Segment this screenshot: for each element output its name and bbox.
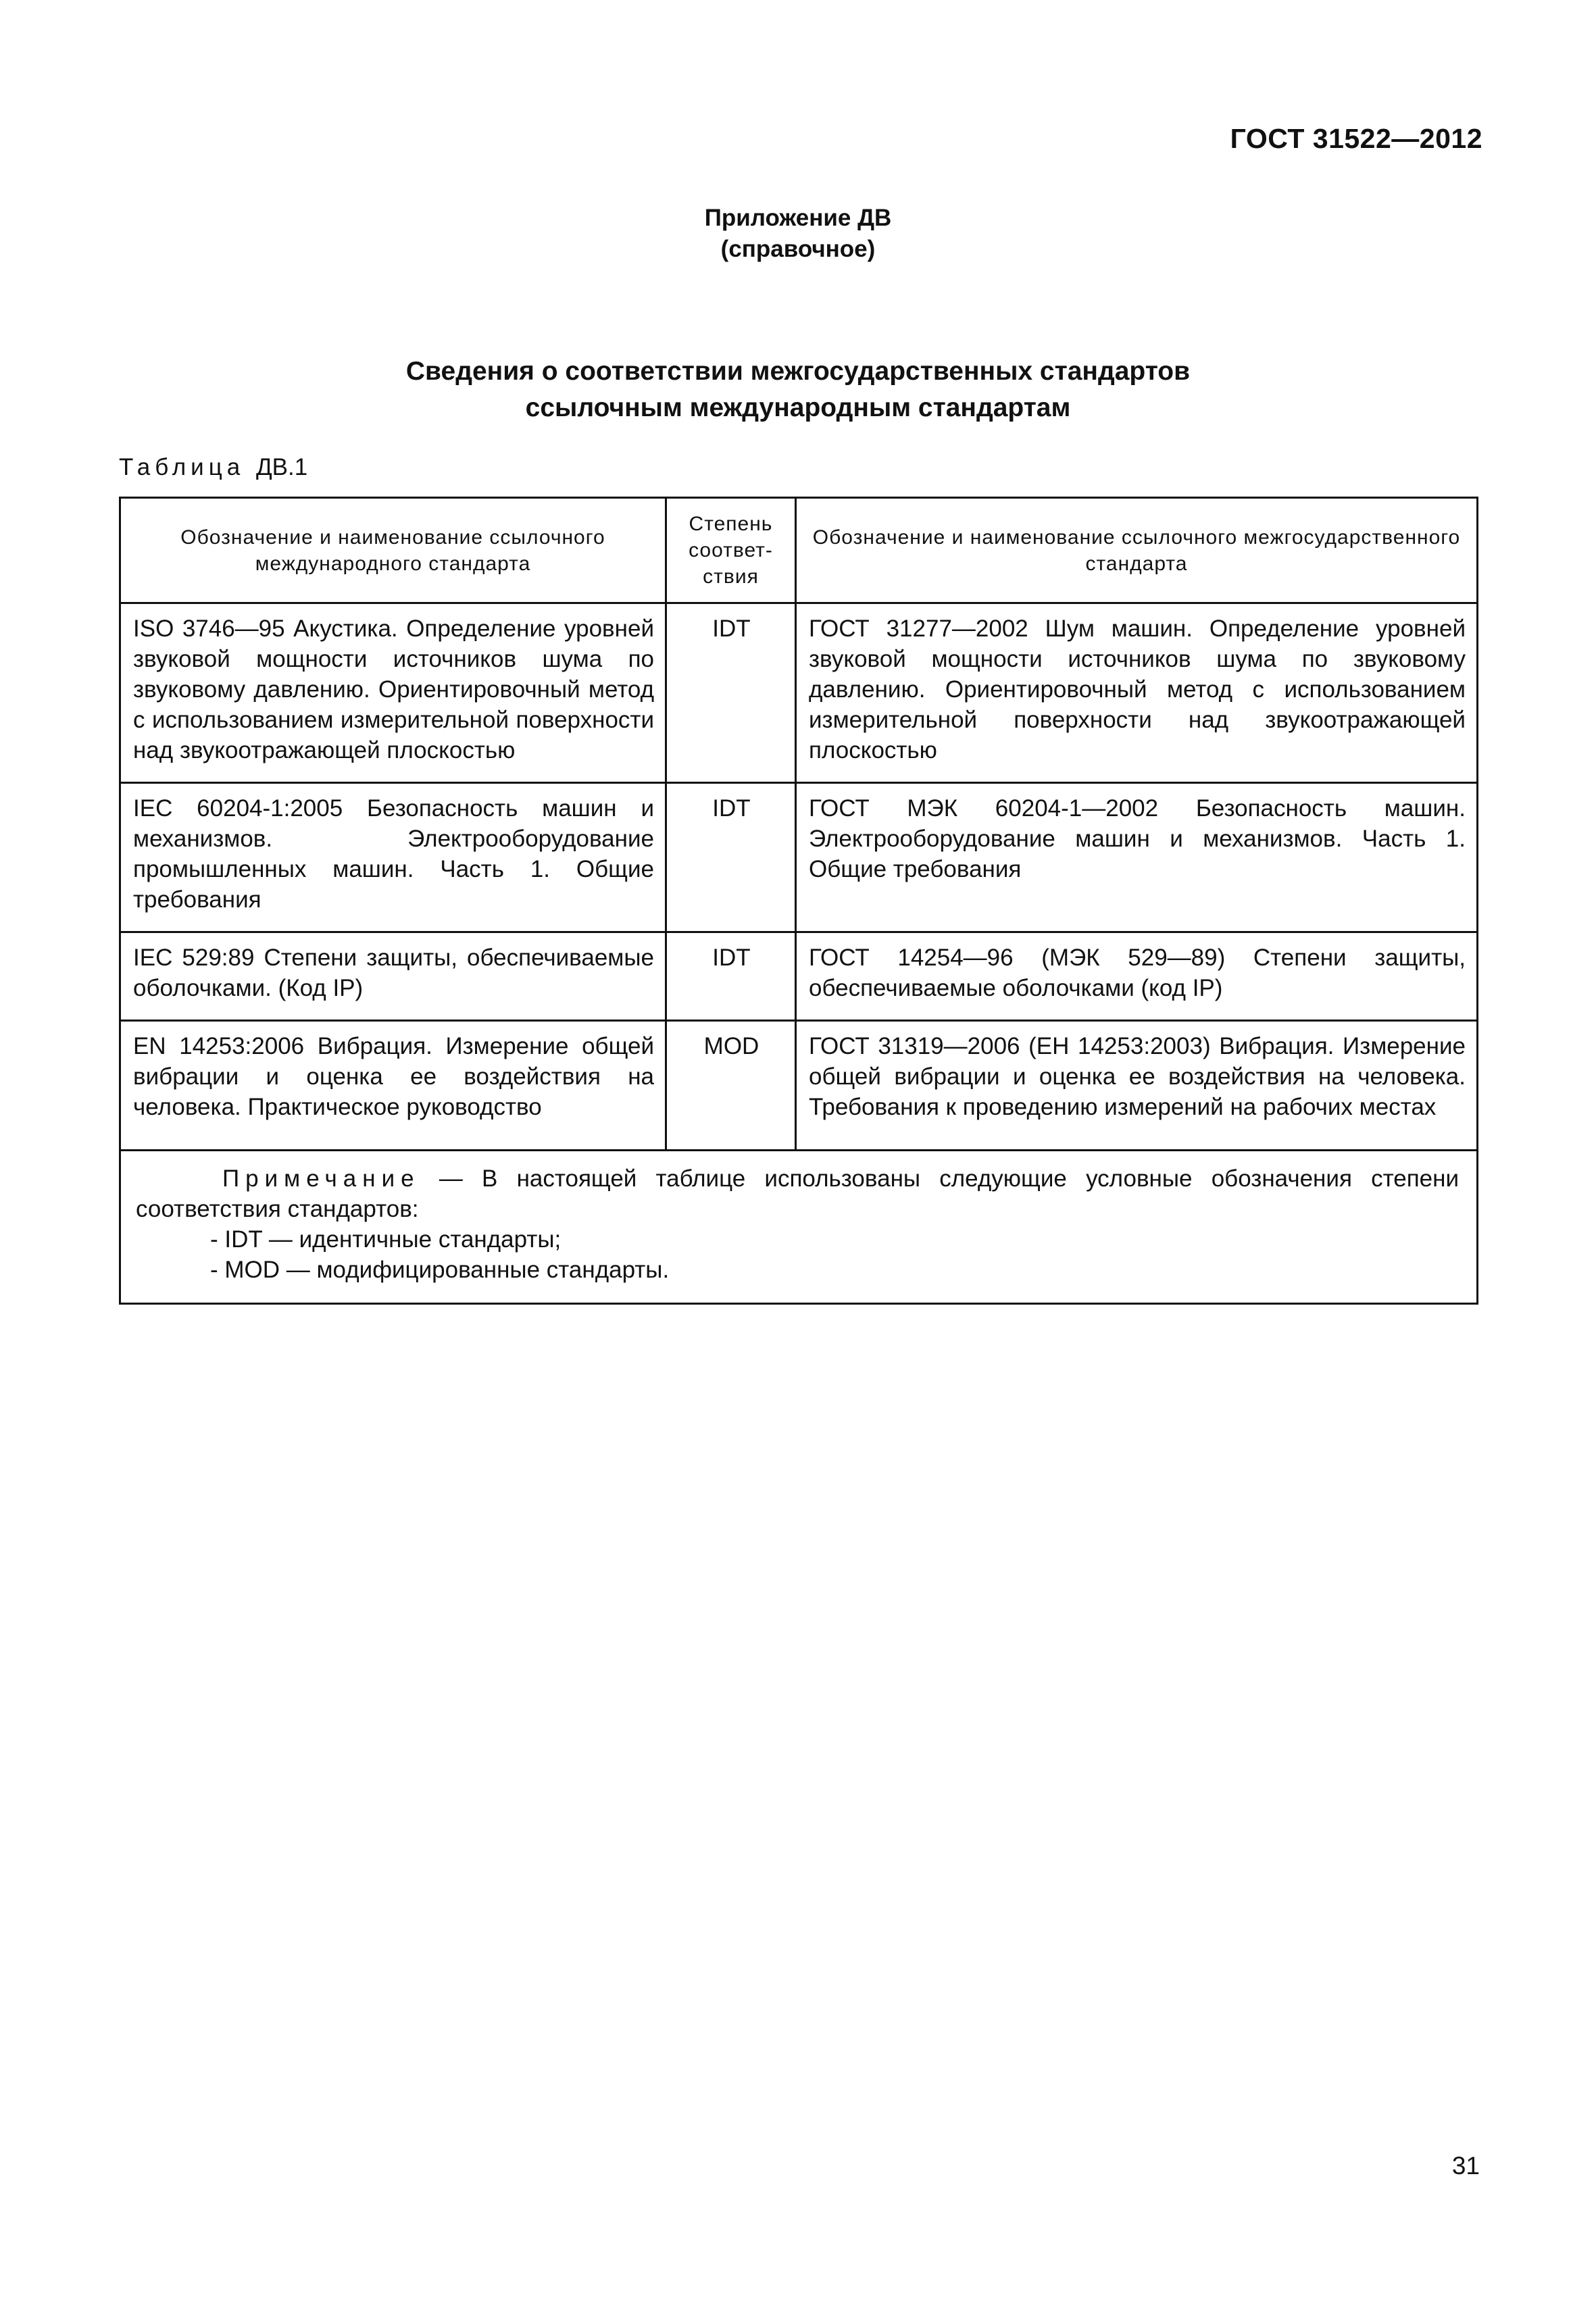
standards-table [119,497,1478,1305]
table-label-number: ДВ.1 [255,454,308,480]
note-item-mod: - MOD — модифицированные стандарты. [210,1257,670,1283]
main-title [0,353,1596,426]
cell-intl: IEC 529:89 Степени защиты, обеспечиваемые оболочками. (Код IP) [120,932,666,1021]
note-paragraph [136,1163,1459,1224]
cell-interstate: ГОСТ МЭК 60204-1—2002 Безопасность машин. Электрооборудование машин и механизмов. Часть 1. Общие требования [796,783,1478,932]
table-label [119,454,307,481]
cell-intl: ISO 3746—95 Акустика. Определение уровней звуковой мощности источников шума по звуковому давлению. Ориентировочный метод с использованием измерительной поверхности над звукоотражающей плоскостью [120,603,666,783]
appendix-title: Приложение ДВ [704,205,892,231]
cell-interstate: ГОСТ 31319—2006 (ЕН 14253:2003) Вибрация. Измерение общей вибрации и оценка ее воздействия на человека. Требования к проведению измерений на рабочих местах [796,1021,1478,1151]
table-row [120,932,1478,1021]
cell-degree: IDT [666,603,796,783]
document-code: ГОСТ 31522—2012 [1230,123,1482,154]
header-interstate-standard: Обозначение и наименование ссылочного межгосударственного стандарта [796,498,1478,603]
table-row [120,603,1478,783]
table-row [120,783,1478,932]
table-note [120,1151,1478,1304]
appendix-heading [0,203,1596,265]
appendix-type: (справочное) [720,236,876,262]
cell-degree: MOD [666,1021,796,1151]
table-note-row [120,1151,1478,1304]
table-header-row [120,498,1478,603]
cell-intl: EN 14253:2006 Вибрация. Измерение общей вибрации и оценка ее воздействия на человека. Практическое руководство [120,1021,666,1151]
cell-interstate: ГОСТ 14254—96 (МЭК 529—89) Степени защиты, обеспечиваемые оболочками (код IP) [796,932,1478,1021]
table-row [120,1021,1478,1151]
page-number: 31 [1451,2152,1480,2180]
cell-interstate: ГОСТ 31277—2002 Шум машин. Определение уровней звуковой мощности источников шума по звуковому давлению. Ориентировочный метод с использованием измерительной поверхности над звукоотражающей плоскостью [796,603,1478,783]
note-text: — В настоящей таблице использованы следующие условные обозначения степени соответствия стандартов: [136,1165,1459,1222]
cell-degree: IDT [666,783,796,932]
cell-degree: IDT [666,932,796,1021]
header-degree: Степень соответ-ствия [666,498,796,603]
table-label-word: Таблица [119,454,245,480]
header-intl-standard: Обозначение и наименование ссылочного международного стандарта [120,498,666,603]
note-label: Примечание [222,1165,420,1192]
note-item-idt: - IDT — идентичные стандарты; [210,1226,562,1253]
main-title-line-1: Сведения о соответствии межгосударственных стандартов [405,357,1191,386]
main-title-line-2: ссылочным международным стандартам [525,393,1071,422]
cell-intl: IEC 60204-1:2005 Безопасность машин и механизмов. Электрооборудование промышленных машин. Часть 1. Общие требования [120,783,666,932]
